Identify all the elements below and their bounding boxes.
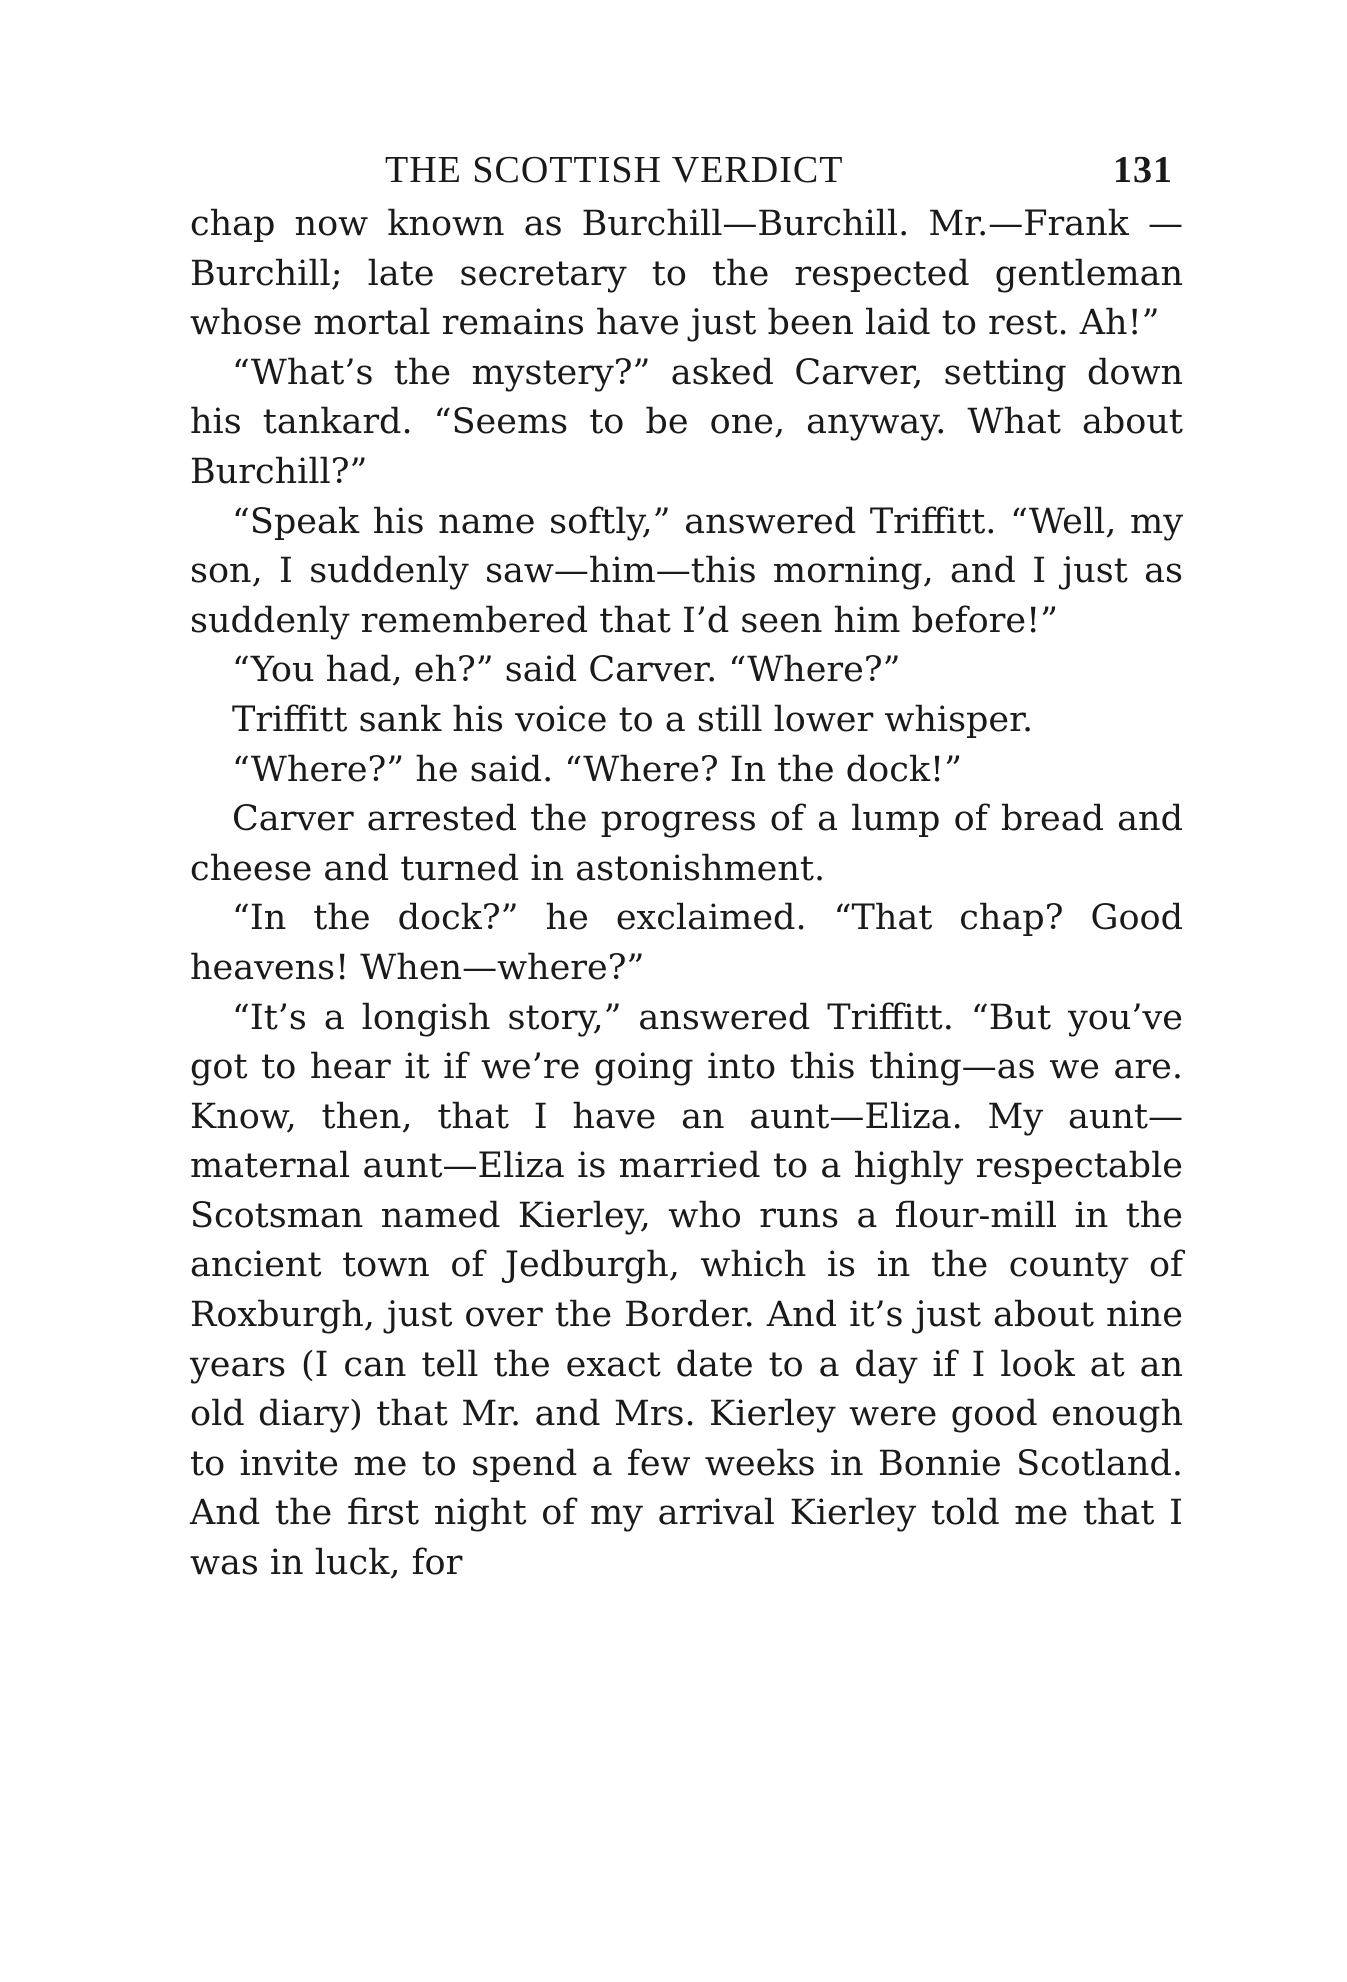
body-text [190,200,1183,1589]
running-head [190,142,1183,200]
paragraph: chap now known as Burchill—Burchill. Mr.—Frank —Burchill; late secretary to the respected gentleman whose mortal remains have just been laid to rest. Ah!” [190,204,1183,344]
paragraph: “You had, eh?” said Carver. “Where?” [232,650,901,691]
paragraph: Carver arrested the progress of a lump of bread and cheese and turned in astonishment. [190,799,1183,889]
paragraph: “In the dock?” he exclaimed. “That chap? Good heavens! When—where?” [190,898,1183,988]
paragraph: “It’s a longish story,” answered Triffitt. “But you’ve got to hear it if we’re going into this thing—as we are. Know, then, that I have an aunt—Eliza. My aunt—maternal aunt—Eliza is married to a highly respectable Scotsman named Kierley, who runs a flour-mill in the ancient town of Jedburgh, which is in the county of Roxburgh, just over the Border. And it’s just about nine years (I can tell the exact date to a day if I look at an old diary) that Mr. and Mrs. Kierley were good enough to invite me to spend a few weeks in Bonnie Scotland. And the first night of my arrival Kierley told me that I was in luck, for [190,997,1183,1584]
paragraph: Triffitt sank his voice to a still lower whisper. [232,699,1034,740]
book-page [190,142,1183,1589]
paragraph: “Where?” he said. “Where? In the dock!” [232,749,962,790]
page-number: 131 [1113,149,1173,191]
paragraph: “Speak his name softly,” answered Triffitt. “Well, my son, I suddenly saw—him—this morning, and I just as suddenly remembered that I’d seen him before!” [190,501,1183,641]
paragraph: “What’s the mystery?” asked Carver, setting down his tankard. “Seems to be one, anyway. What about Burchill?” [190,352,1183,492]
chapter-title: THE SCOTTISH VERDICT [385,149,844,191]
